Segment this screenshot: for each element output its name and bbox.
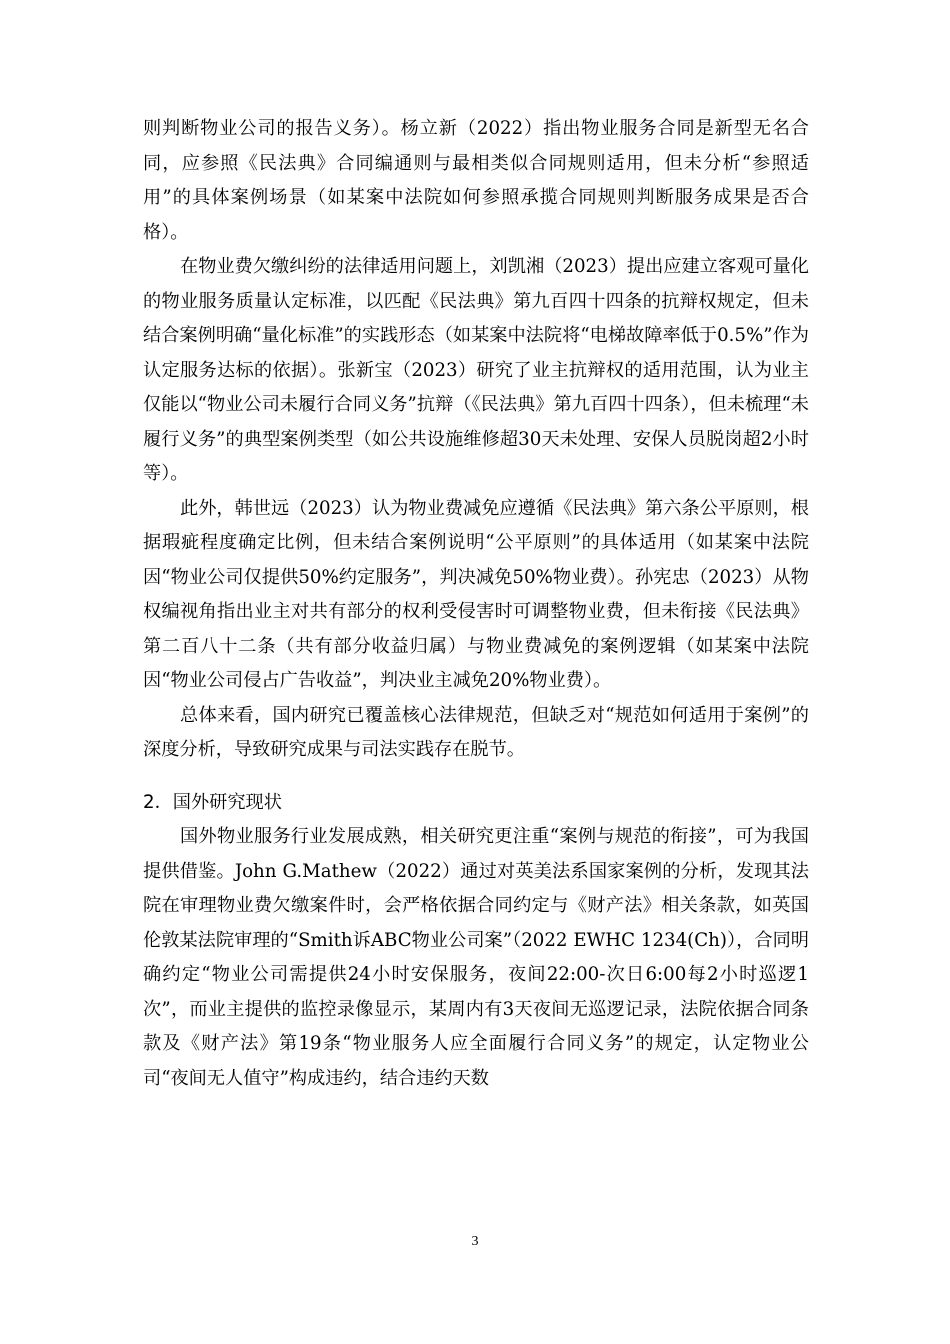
paragraph-continuation: 则判断物业公司的报告义务）。杨立新（2022）指出物业服务合同是新型无名合同，应参照《民法典》合同编通则与最相类似合同规则适用，但未分析“参照适用”的具体案例场景（如某案中法院如何参照承揽合同规则判断服务成果是否合格）。 — [143, 118, 809, 243]
paragraph-fee-reduction: 此外，韩世远（2023）认为物业费减免应遵循《民法典》第六条公平原则，根据瑕疵程度确定比例，但未结合案例说明“公平原则”的具体适用（如某案中法院因“物业公司仅提供50%约定服务”，判决减免50%物业费）。孙宪忠（2023）从物权编视角指出业主对共有部分的权利受侵害时可调整物业费，但未衔接《民法典》第二百八十二条（共有部分收益归属）与物业费减免的案例逻辑（如某案中法院因“物业公司侵占广告收益”，判决业主减免20%物业费）。 — [143, 497, 809, 691]
paragraph-domestic-fee-arrears: 在物业费欠缴纠纷的法律适用问题上，刘凯湘（2023）提出应建立客观可量化的物业服务质量认定标准，以匹配《民法典》第九百四十四条的抗辩权规定，但未结合案例明确“量化标准”的实践形态（如某案中法院将“电梯故障率低于0.5%”作为认定服务达标的依据）。张新宝（2023）研究了业主抗辩权的适用范围，认为业主仅能以“物业公司未履行合同义务”抗辩（《民法典》第九百四十四条），但未梳理“未履行义务”的典型案例类型（如公共设施维修超30天未处理、安保人员脱岗超2小时等）。 — [143, 256, 809, 484]
document-body — [143, 112, 809, 1096]
paragraph-domestic-summary: 总体来看，国内研究已覆盖核心法律规范，但缺乏对“规范如何适用于案例”的深度分析，导致研究成果与司法实践存在脱节。 — [143, 704, 809, 760]
page-number: 3 — [471, 1234, 479, 1249]
section-heading-foreign-research: 2．国外研究现状 — [143, 791, 282, 813]
paragraph-foreign-research: 国外物业服务行业发展成熟，相关研究更注重“案例与规范的衔接”，可为我国提供借鉴。John G.Mathew（2022）通过对英美法系国家案例的分析，发现其法院在审理物业费欠缴案件时，会严格依据合同约定与《财产法》相关条款，如英国伦敦某法院审理的“Smith诉ABC物业公司案”（2022 EWHC 1234(Ch)），合同明确约定“物业公司需提供24小时安保服务，夜间22:00-次日6:00每2小时巡逻1次”，而业主提供的监控录像显示，某周内有3天夜间无巡逻记录，法院依据合同条款及《财产法》第19条“物业服务人应全面履行合同义务”的规定，认定物业公司“夜间无人值守”构成违约，结合违约天数 — [143, 826, 809, 1089]
